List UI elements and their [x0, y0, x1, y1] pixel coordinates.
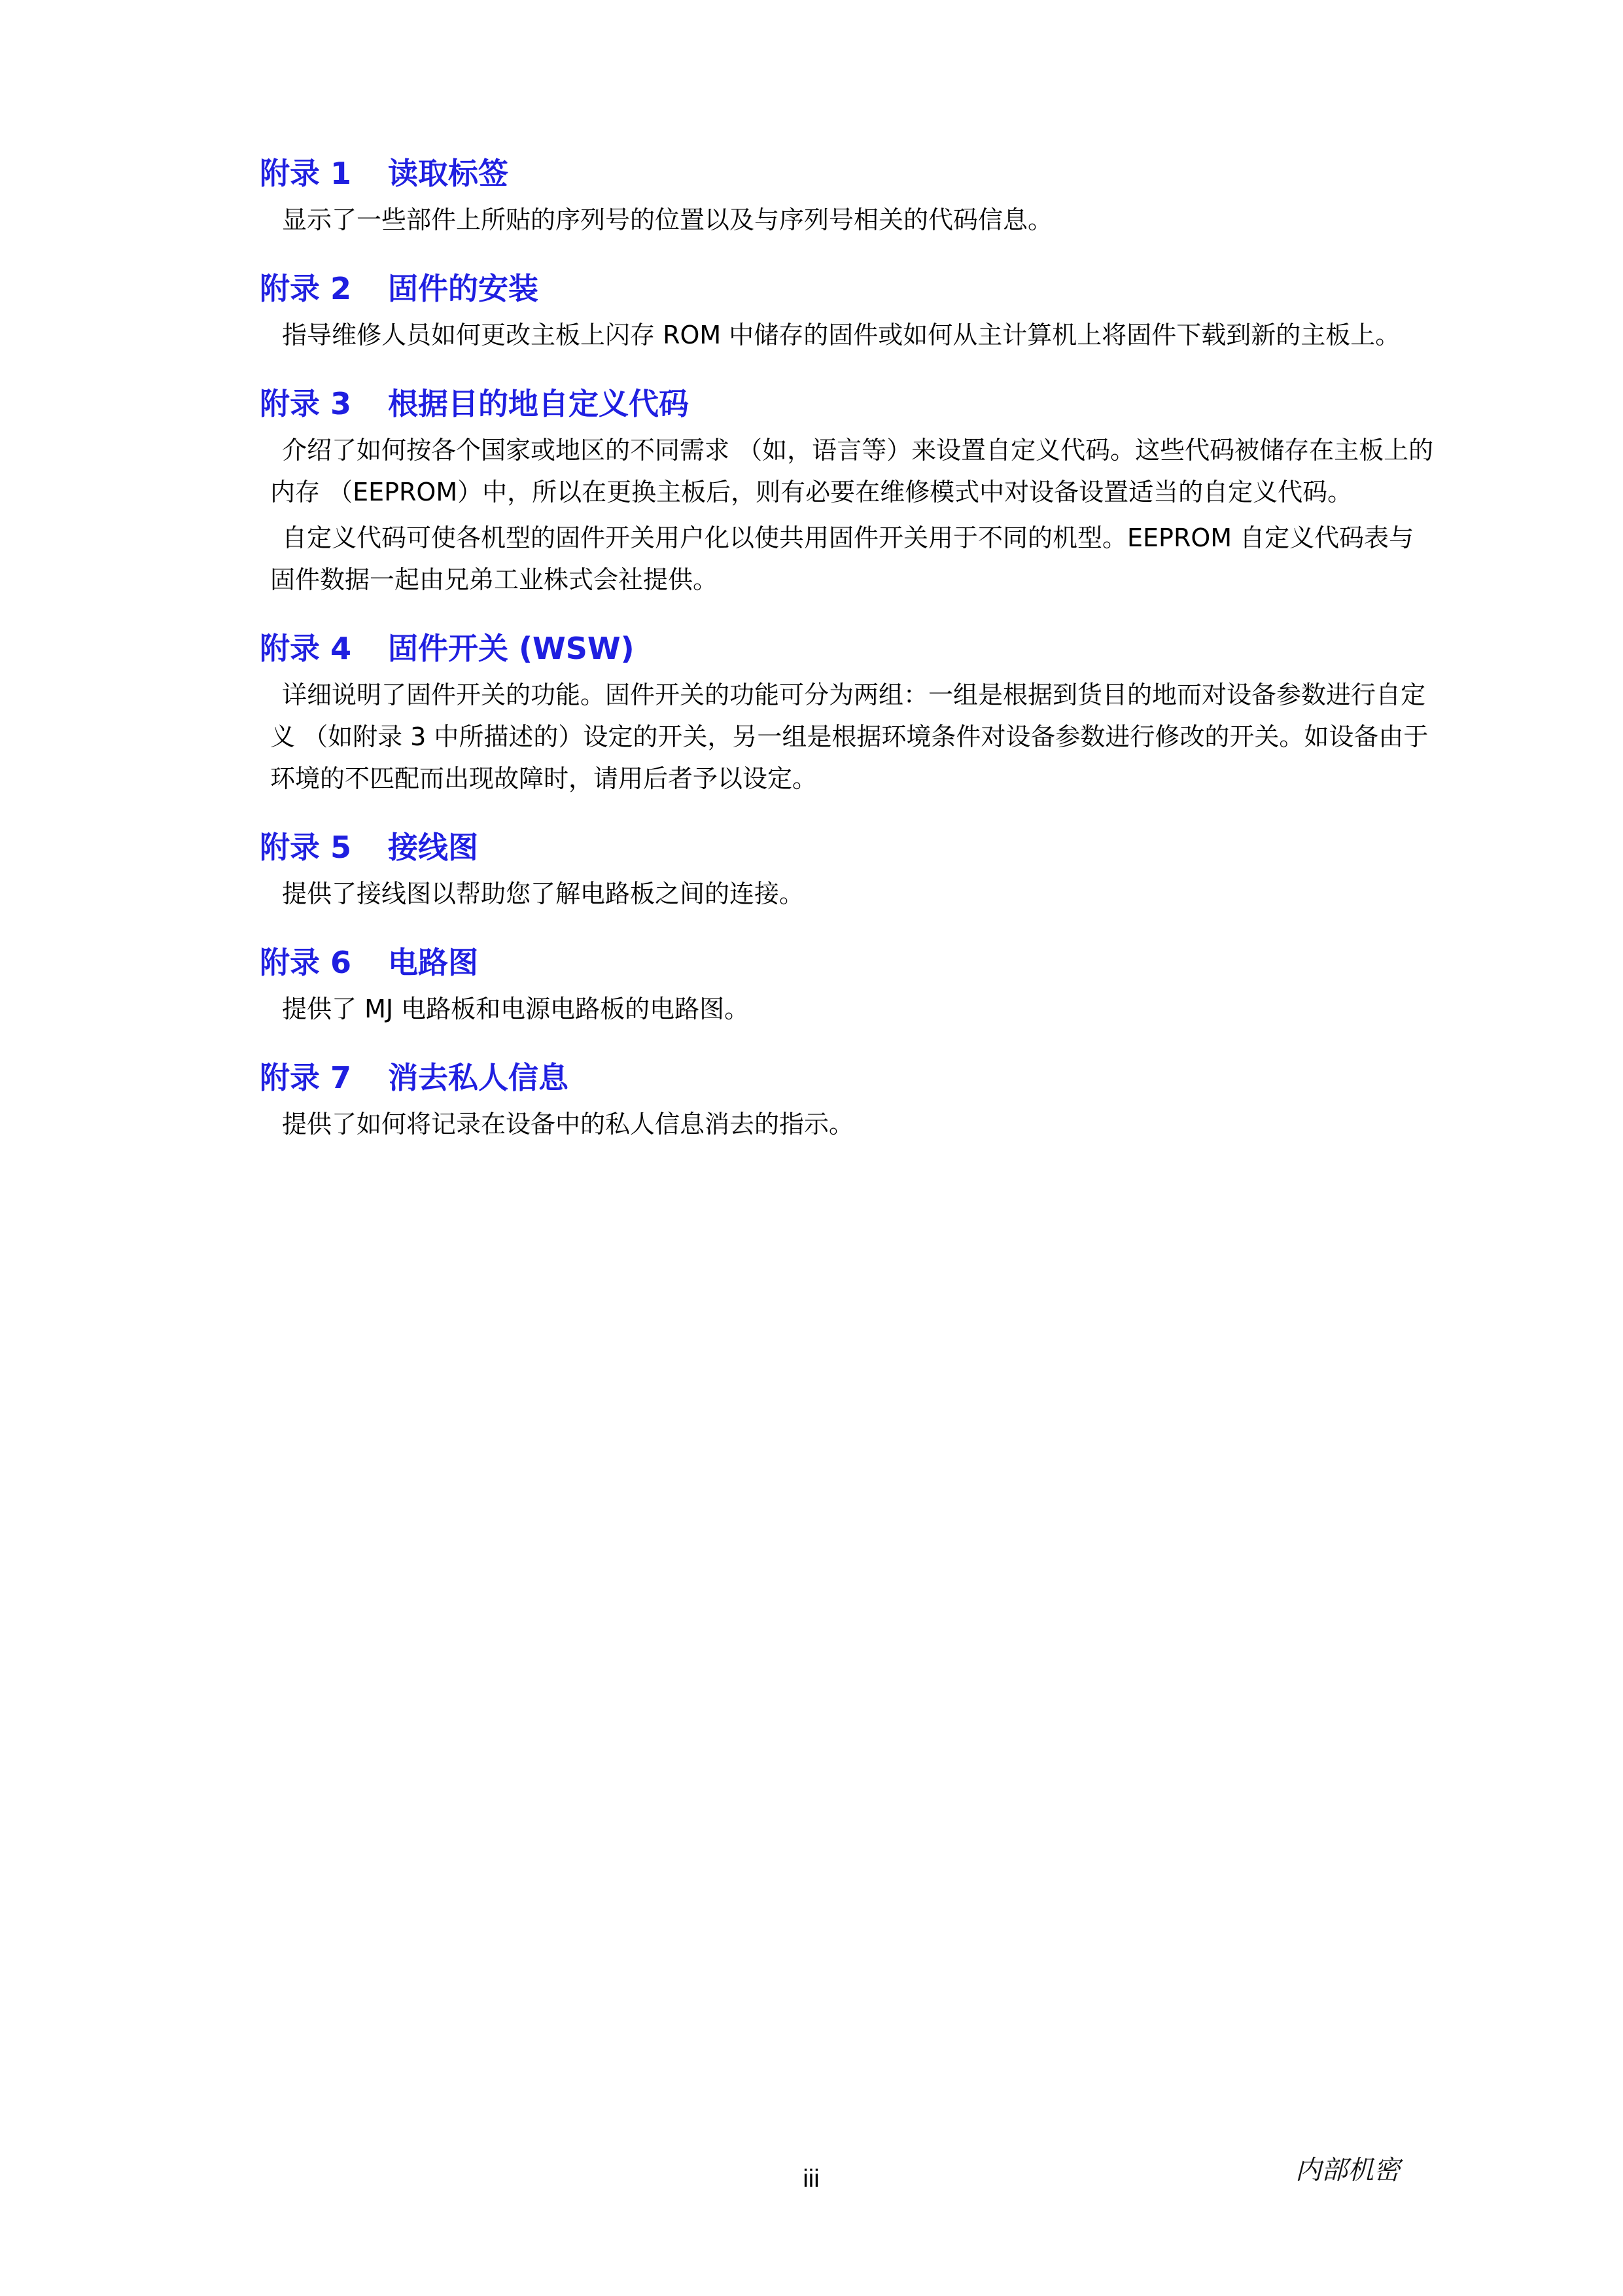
page-number: iii [803, 2165, 820, 2193]
appendix-7-heading [260, 1056, 1437, 1099]
appendix-list [260, 152, 1437, 1171]
appendix-6-title: 电路图 [388, 945, 478, 980]
appendix-5-paragraph-1: 提供了接线图以帮助您了解电路板之间的连接。 [282, 879, 805, 908]
appendix-1-paragraph-1: 显示了一些部件上所贴的序列号的位置以及与序列号相关的代码信息。 [282, 205, 1053, 234]
appendix-7 [260, 1056, 1437, 1145]
appendix-6-paragraph-1: 提供了 MJ 电路板和电源电路板的电路图。 [282, 995, 750, 1023]
appendix-3-title: 根据目的地自定义代码 [388, 386, 689, 421]
appendix-7-paragraph-1: 提供了如何将记录在设备中的私人信息消去的指示。 [282, 1110, 854, 1139]
confidential-label: 内部机密 [1295, 2155, 1400, 2185]
appendix-5 [260, 826, 1437, 915]
appendix-2-number: 附录 2 [260, 271, 352, 306]
appendix-7-number: 附录 7 [260, 1060, 352, 1095]
appendix-4-heading [260, 627, 1437, 670]
appendix-3-paragraph-1: 介绍了如何按各个国家或地区的不同需求 （如，语言等）来设置自定义代码。这些代码被储存在主板上的内存 （EEPROM）中，所以在更换主板后，则有必要在维修模式中对设备设置适当的自定义代码。 [270, 436, 1434, 506]
appendix-4-title: 固件开关 (WSW) [388, 631, 635, 666]
appendix-2-title: 固件的安装 [388, 271, 538, 306]
appendix-2-heading [260, 267, 1437, 310]
appendix-1-title: 读取标签 [388, 156, 508, 191]
appendix-1-heading [260, 152, 1437, 195]
appendix-4-number: 附录 4 [260, 631, 352, 666]
appendix-5-number: 附录 5 [260, 830, 352, 865]
appendix-6 [260, 941, 1437, 1030]
appendix-6-number: 附录 6 [260, 945, 352, 980]
appendix-5-title: 接线图 [388, 830, 478, 865]
appendix-6-heading [260, 941, 1437, 984]
appendix-3-number: 附录 3 [260, 386, 352, 421]
appendix-2 [260, 267, 1437, 356]
appendix-5-heading [260, 826, 1437, 869]
appendix-2-paragraph-1: 指导维修人员如何更改主板上闪存 ROM 中储存的固件或如何从主计算机上将固件下载到新的主板上。 [282, 321, 1401, 349]
appendix-1 [260, 152, 1437, 241]
appendix-3-paragraph-2: 自定义代码可使各机型的固件开关用户化以使共用固件开关用于不同的机型。EEPROM 自定义代码表与固件数据一起由兄弟工业株式会社提供。 [270, 523, 1414, 594]
appendix-3 [260, 382, 1437, 601]
appendix-3-heading [260, 382, 1437, 425]
appendix-4 [260, 627, 1437, 800]
appendix-1-number: 附录 1 [260, 156, 352, 191]
appendix-7-title: 消去私人信息 [388, 1060, 568, 1095]
appendix-4-paragraph-1: 详细说明了固件开关的功能。固件开关的功能可分为两组：一组是根据到货目的地而对设备参数进行自定义 （如附录 3 中所描述的）设定的开关，另一组是根据环境条件对设备参数进行修改的开关。如设备由于环境的不匹配而出现故障时，请用后者予以设定。 [270, 680, 1429, 793]
